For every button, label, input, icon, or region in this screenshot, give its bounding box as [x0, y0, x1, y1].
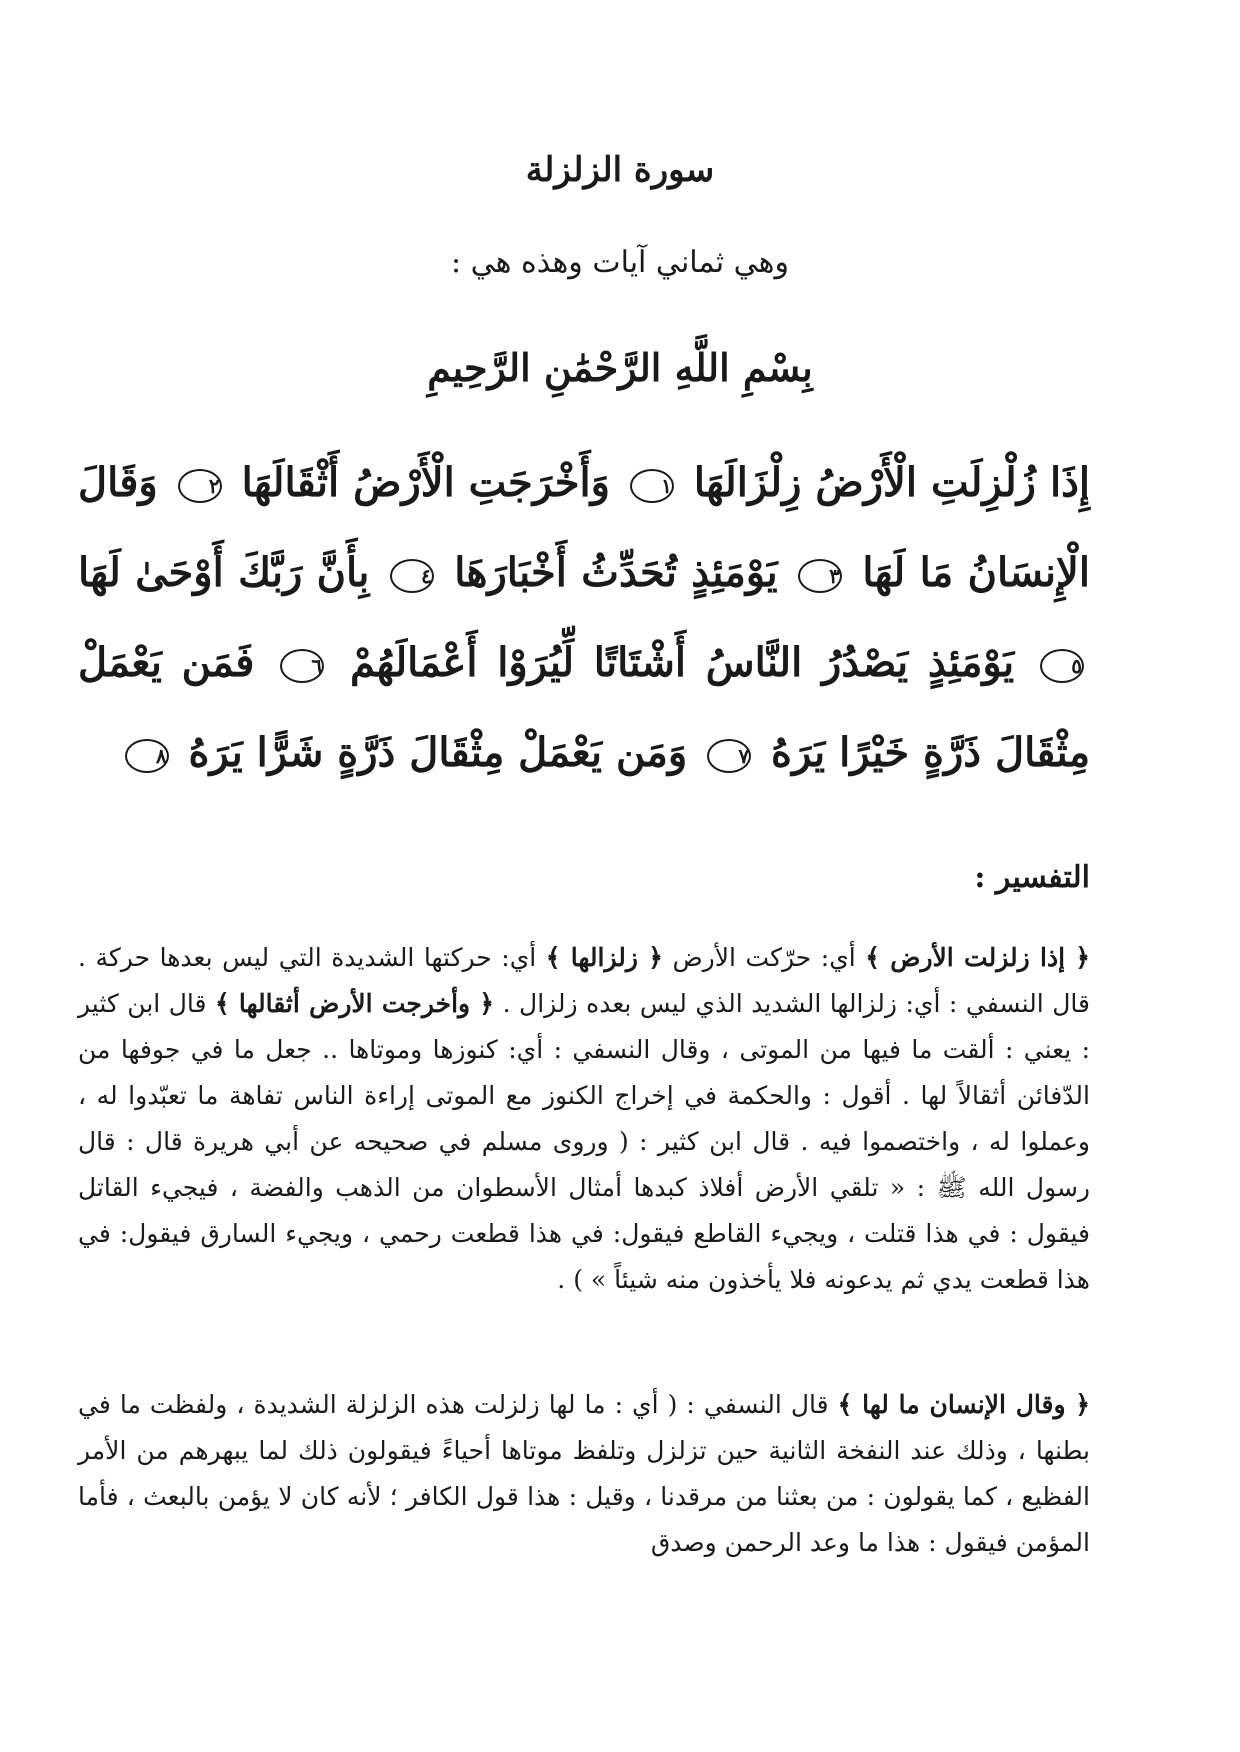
verse-text: وَأَخْرَجَتِ الْأَرْضُ أَثْقَالَهَا [241, 459, 610, 506]
ayah-number-marker: ٤ [390, 559, 434, 593]
sura-title: سورة الزلزلة [525, 150, 715, 190]
ayah-number-marker: ٢ [178, 469, 222, 503]
commentary-text: أي: حرّكت الأرض [662, 943, 866, 972]
verse-text: يَوْمَئِذٍ يَصْدُرُ النَّاسُ أَشْتَاتًا لِّيُرَوْا أَعْمَالَهُمْ [349, 639, 1015, 686]
quran-verses [78, 438, 1090, 798]
commentary-paragraph [78, 1382, 1090, 1566]
ayah-number-marker: ٥ [1040, 649, 1084, 683]
sura-subtitle: وهي ثماني آيات وهذه هي : [451, 245, 789, 280]
commentary-paragraph [78, 935, 1090, 1303]
ayah-number-marker: ١ [630, 469, 674, 503]
quoted-verse: ﴿ وقال الإنسان ما لها ﴾ [837, 1390, 1091, 1419]
quoted-verse: ﴿ زلزالها ﴾ [545, 943, 663, 972]
ayah-number-marker: ٧ [707, 739, 751, 773]
verse-text: وَقَالَ الْإِنسَانُ مَا لَهَا [78, 459, 1090, 596]
verse-text: إِذَا زُلْزِلَتِ الْأَرْضُ زِلْزَالَهَا [693, 459, 1090, 506]
basmala: بِسْمِ اللَّهِ الرَّحْمَٰنِ الرَّحِيمِ [427, 345, 813, 390]
verse-text: وَمَن يَعْمَلْ مِثْقَالَ ذَرَّةٍ شَرًّا يَرَهُ [188, 729, 688, 776]
commentary-text: قال النسفي : ( أي : ما لها زلزلت هذه الزلزلة الشديدة ، ولفظت ما في بطنها ، وذلك عند النفخة الثانية حين تزلزل وتلفظ موتاها أحياءً فيقولون ذلك لما يبهرهم من الأمر الفظيع ، كما يقولون : من بعثنا من مرقدنا ، وقيل : هذا قول الكافر ؛ لأنه كان لا يؤمن بالبعث ، فأما المؤمن فيقول : هذا ما وعد الرحمن وصدق [78, 1390, 1090, 1557]
ayah-number-marker: ٦ [280, 649, 324, 683]
verse-text: بِأَنَّ رَبَّكَ أَوْحَىٰ لَهَا [78, 549, 370, 596]
ayah-number-marker: ٣ [798, 559, 842, 593]
commentary-text: أي: حركتها الشديدة التي ليس بعدها حركة . قال النسفي : أي: زلزالها الشديد الذي ليس بعده زلزال . [78, 943, 1090, 1018]
quoted-verse: ﴿ وأخرجت الأرض أثقالها ﴾ [214, 989, 495, 1018]
ayah-number-marker: ٨ [125, 739, 169, 773]
verse-text: فَمَن يَعْمَلْ مِثْقَالَ ذَرَّةٍ خَيْرًا يَرَهُ [78, 639, 1090, 776]
commentary-text: قال ابن كثير : يعني : ألقت ما فيها من الموتى ، وقال النسفي : أي: كنوزها وموتاها .. جعل ما في جوفها من الدّفائن أثقالاً لها . أقول : والحكمة في إخراج الكنوز مع الموتى إراءة الناس تفاهة ما تعبّدوا له ، وعملوا له ، واختصموا فيه . قال ابن كثير : ( وروى مسلم في صحيحه عن أبي هريرة قال : قال رسول الله ﷺ : « تلقي الأرض أفلاذ كبدها أمثال الأسطوان من الذهب والفضة ، فيجيء القاتل فيقول : في هذا قتلت ، ويجيء القاطع فيقول: في هذا قطعت رحمي ، ويجيء السارق فيقول: في هذا قطعت يدي ثم يدعونه فلا يأخذون منه شيئاً » ) . [78, 989, 1090, 1294]
quoted-verse: ﴿ إذا زلزلت الأرض ﴾ [865, 943, 1090, 972]
tafsir-heading: التفسير : [974, 860, 1090, 895]
verse-text: يَوْمَئِذٍ تُحَدِّثُ أَخْبَارَهَا [454, 549, 778, 596]
